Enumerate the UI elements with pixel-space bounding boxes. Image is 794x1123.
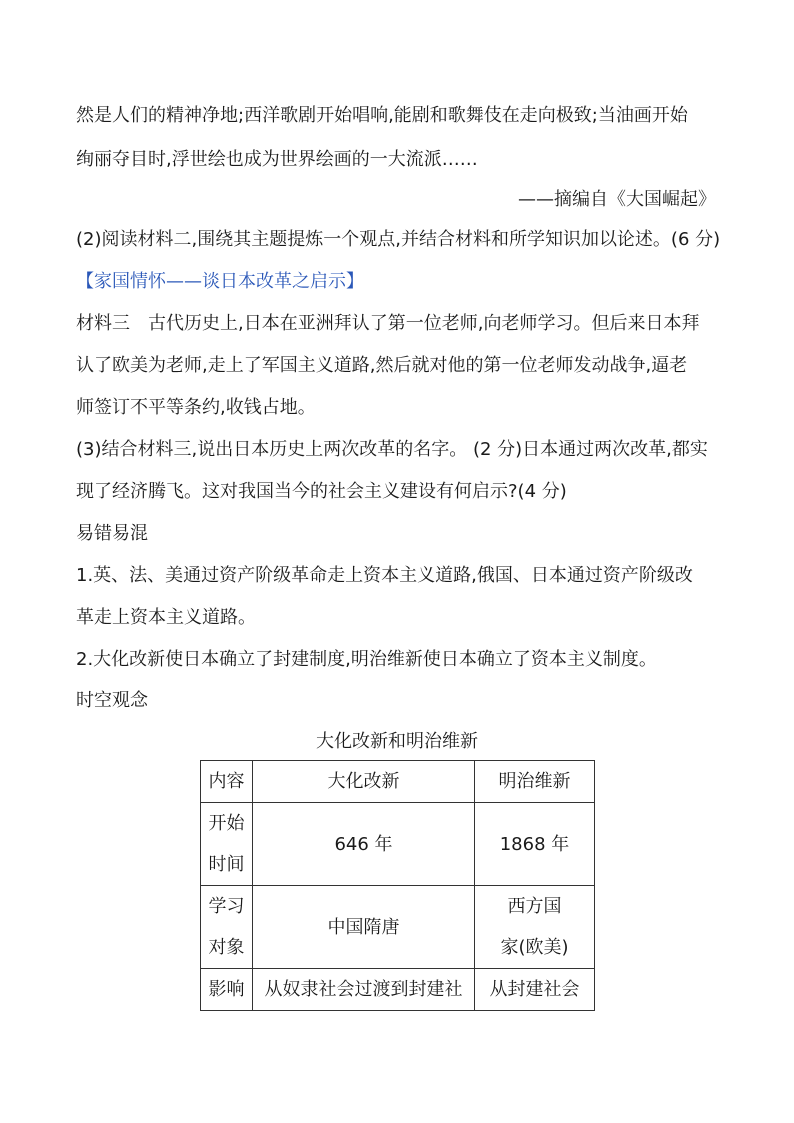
heading-confuse: 易错易混	[76, 523, 148, 544]
material-3-line: 师签订不平等条约,收钱占地。	[76, 397, 316, 418]
confuse-point-2: 2.大化改新使日本确立了封建制度,明治维新使日本确立了资本主义制度。	[76, 649, 657, 670]
table-header-row	[201, 761, 595, 803]
table-row	[201, 969, 595, 1011]
row-label: 影响	[201, 969, 253, 1011]
question-2: (2)阅读材料二,围绕其主题提炼一个观点,并结合材料和所学知识加以论述。(6 分)	[76, 229, 721, 250]
text-line: 绚丽夺目时,浮世绘也成为世界绘画的一大流派……	[76, 149, 478, 170]
material-3-line: 认了欧美为老师,走上了军国主义道路,然后就对他的第一位老师发动战争,逼老	[76, 355, 688, 376]
table-cell: 646 年	[253, 803, 475, 886]
question-3-line: 现了经济腾飞。这对我国当今的社会主义建设有何启示?(4 分)	[76, 481, 567, 502]
table-cell: 1868 年	[475, 803, 595, 886]
comparison-table	[200, 760, 595, 1011]
table-row	[201, 886, 595, 969]
section-heading: 【家国情怀——谈日本改革之启示】	[76, 271, 364, 292]
header-cell: 大化改新	[253, 761, 475, 803]
confuse-point-1: 1.英、法、美通过资产阶级革命走上资本主义道路,俄国、日本通过资产阶级改	[76, 565, 693, 586]
table-row	[201, 803, 595, 886]
table-cell: 中国隋唐	[253, 886, 475, 969]
heading-time-space: 时空观念	[76, 690, 148, 711]
header-cell: 内容	[201, 761, 253, 803]
table-cell: 西方国 家(欧美)	[475, 886, 595, 969]
table-cell: 从封建社会	[475, 969, 595, 1011]
table-caption: 大化改新和明治维新	[316, 731, 478, 752]
text-line: 然是人们的精神净地;西洋歌剧开始唱响,能剧和歌舞伎在走向极致;当油画开始	[76, 105, 688, 126]
question-3-line: (3)结合材料三,说出日本历史上两次改革的名字。 (2 分)日本通过两次改革,都实	[76, 439, 708, 460]
source-citation: ——摘编自《大国崛起》	[518, 189, 716, 210]
material-3-line: 材料三 古代历史上,日本在亚洲拜认了第一位老师,向老师学习。但后来日本拜	[76, 313, 700, 334]
header-cell: 明治维新	[475, 761, 595, 803]
row-label: 学习 对象	[201, 886, 253, 969]
table-cell: 从奴隶社会过渡到封建社	[253, 969, 475, 1011]
confuse-point-1: 革走上资本主义道路。	[76, 607, 256, 628]
row-label: 开始 时间	[201, 803, 253, 886]
